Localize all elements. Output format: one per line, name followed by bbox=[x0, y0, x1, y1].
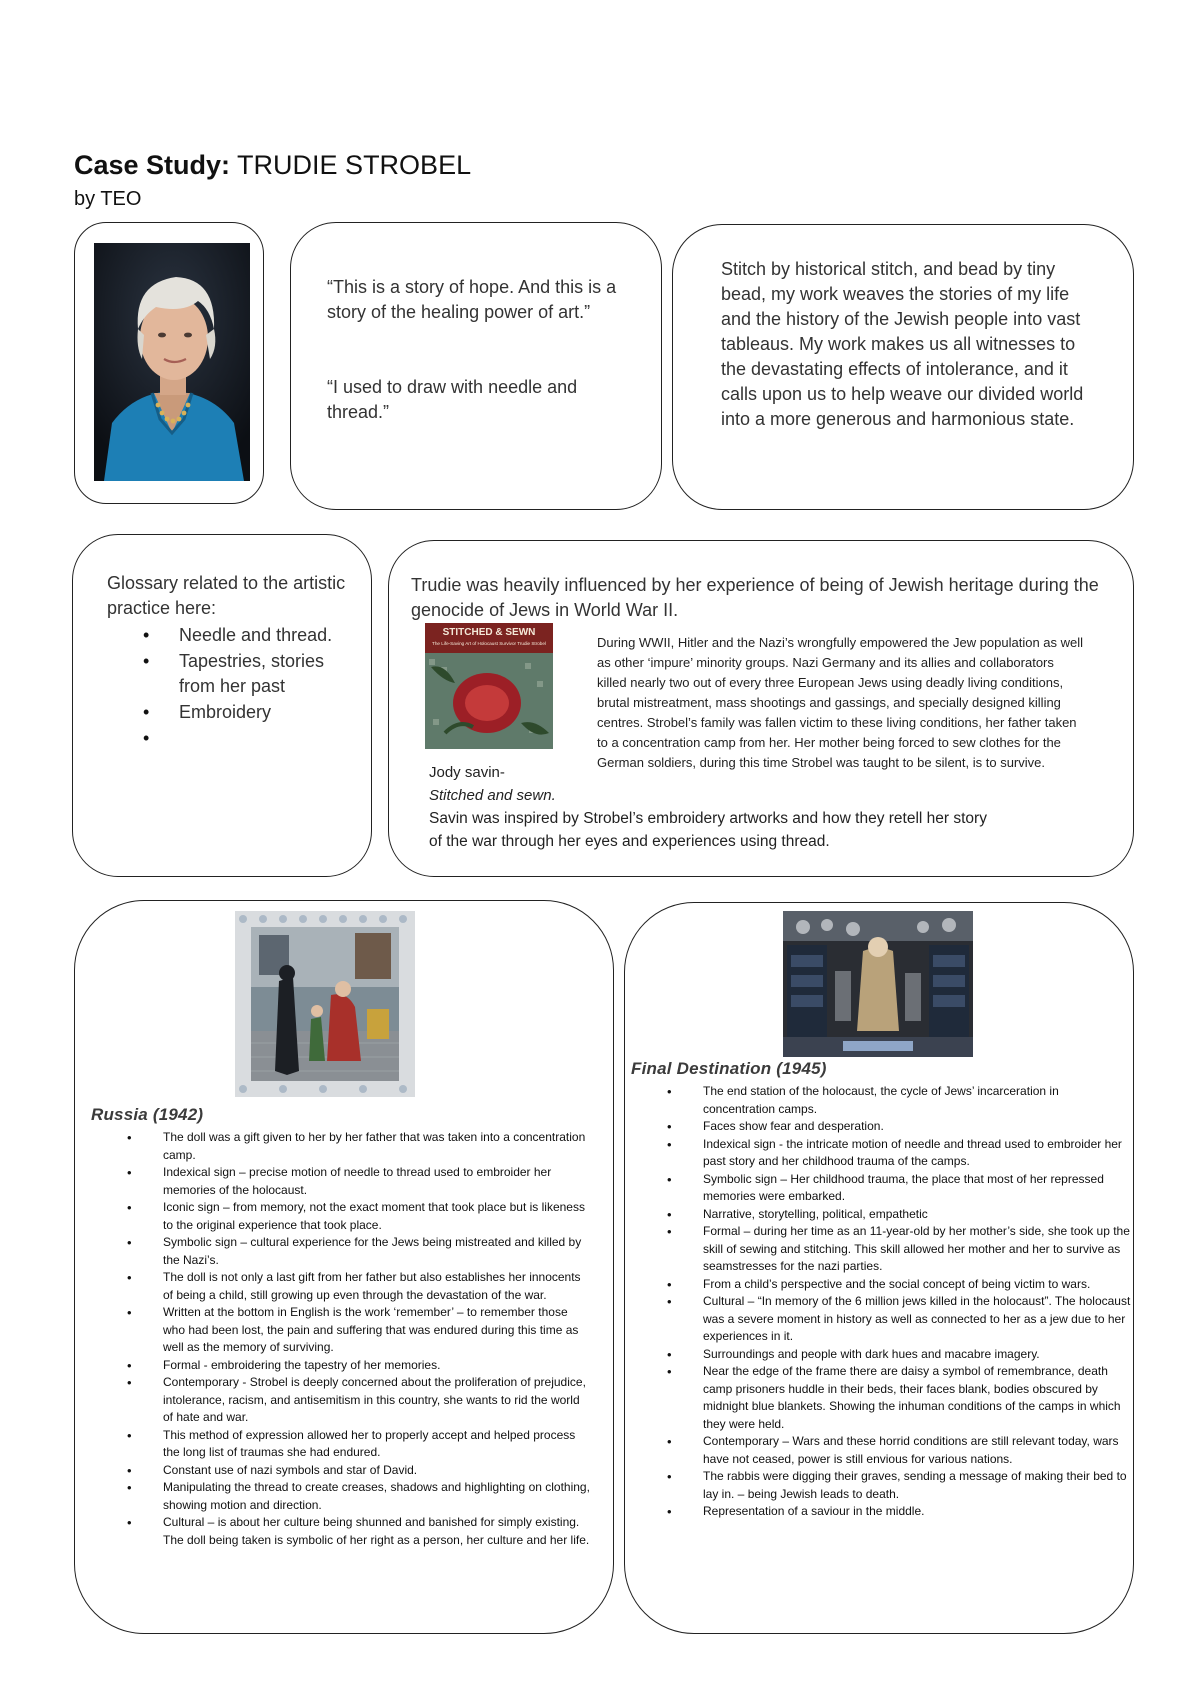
list-item: • Written at the bottom in English is the work ‘remember’ – to remember those who had been lost, the pain and suffering that was endured during this time as well as the memory of surviving. bbox=[91, 1304, 591, 1357]
russia-tapestry-illustration bbox=[235, 911, 415, 1097]
book-cover-illustration bbox=[425, 623, 553, 749]
final-destination-tapestry-image bbox=[783, 911, 973, 1057]
list-item: • Narrative, storytelling, political, empathetic bbox=[631, 1206, 1131, 1224]
russia-title: Russia (1942) bbox=[91, 1105, 204, 1124]
caption-author: Jody savin- bbox=[429, 764, 505, 781]
list-item: • Surroundings and people with dark hues and macabre imagery. bbox=[631, 1346, 1131, 1364]
title-name: TRUDIE STROBEL bbox=[230, 150, 472, 180]
final-destination-title: Final Destination (1945) bbox=[631, 1059, 827, 1078]
list-item: • The doll was a gift given to her by her father that was taken into a concentration camp. bbox=[91, 1129, 591, 1164]
list-item: • Formal - embroidering the tapestry of her memories. bbox=[91, 1357, 591, 1375]
portrait-illustration bbox=[94, 243, 250, 481]
list-item: • Indexical sign – precise motion of needle to thread used to embroider her memories of the holocaust. bbox=[91, 1164, 591, 1199]
savin-inspiration-text: Savin was inspired by Strobel’s embroidery artworks and how they retell her story of the war through her eyes and experiences using thread. bbox=[429, 810, 987, 850]
list-item: • Manipulating the thread to create creases, shadows and highlighting on clothing, showing motion and direction. bbox=[91, 1479, 591, 1514]
list-item: • Contemporary – Wars and these horrid conditions are still relevant today, wars have not ceased, power is still envious for various nations. bbox=[631, 1433, 1131, 1468]
influence-intro: Trudie was heavily influenced by her experience of being of Jewish heritage during the genocide of Jews in World War II. bbox=[411, 575, 1099, 620]
quote-hope: “This is a story of hope. And this is a story of the healing power of art.” bbox=[327, 277, 617, 322]
russia-tapestry-image bbox=[235, 911, 415, 1097]
page-title bbox=[74, 150, 471, 181]
final-destination-tapestry-illustration bbox=[783, 911, 973, 1057]
list-item: • Cultural – “In memory of the 6 million jews killed in the holocaust”. The holocaust was a severe moment in history as well as connected to her as a jew due to her experiences in it. bbox=[631, 1293, 1131, 1346]
list-item: • The rabbis were digging their graves, sending a message of making their bed to lay in. – being Jewish leads to death. bbox=[631, 1468, 1131, 1503]
russia-artwork-card bbox=[74, 900, 614, 1634]
glossary-title: Glossary related to the artistic practice here: bbox=[107, 573, 346, 618]
title-bold: Case Study: bbox=[74, 150, 231, 180]
list-item: • Faces show fear and desperation. bbox=[631, 1118, 1131, 1136]
artist-statement-card bbox=[672, 224, 1134, 510]
artist-statement: Stitch by historical stitch, and bead by tiny bead, my work weaves the stories of my life and the history of the Jewish people into vast tableaus. My work makes us all witnesses to the devastating effects of intolerance, and it calls upon us to help weave our divided world into a more generous and harmonious state. bbox=[721, 259, 1084, 429]
list-item: • Symbolic sign – cultural experience for the Jews being mistreated and killed by the Nazi’s. bbox=[91, 1234, 591, 1269]
list-item: • Near the edge of the frame there are daisy a symbol of remembrance, death camp prisoners huddle in their beds, their faces blank, bodies obscured by midnight blue blankets. Showing the inhuman conditions of the camps in which they were held. bbox=[631, 1363, 1131, 1433]
quotes-card bbox=[290, 222, 662, 510]
quote-needle: “I used to draw with needle and thread.” bbox=[327, 377, 578, 422]
list-item: • Symbolic sign – Her childhood trauma, the place that most of her repressed memories were embarked. bbox=[631, 1171, 1131, 1206]
influence-card bbox=[388, 540, 1134, 877]
list-item: • From a child’s perspective and the social concept of being victim to wars. bbox=[631, 1276, 1131, 1294]
glossary-card bbox=[72, 534, 372, 877]
list-item: • The doll is not only a last gift from her father but also establishes her innocents of being a child, still growing up even through the devastation of the war. bbox=[91, 1269, 591, 1304]
glossary-list bbox=[107, 623, 357, 752]
list-item: • Representation of a saviour in the middle. bbox=[631, 1503, 1131, 1521]
book-title: STITCHED & SEWN bbox=[442, 627, 536, 638]
list-item: • The end station of the holocaust, the cycle of Jews’ incarceration in concentration camps. bbox=[631, 1083, 1131, 1118]
ww2-history-text: During WWII, Hitler and the Nazi’s wrongfully empowered the Jew population as well as other ‘impure’ minority groups. Nazi Germany and its allies and collaborators killed nearly two out of every three European Jews using deadly living conditions, brutal mistreatment, mass shootings and gassings, and specially designed killing centres. Strobel’s family was fallen victim to these living conditions, her father taken to a concentration camp from her. Her mother being forced to sew clothes for the German soldiers, during this time Strobel was taught to be silent, is to survive. bbox=[597, 635, 1084, 770]
portrait-card bbox=[74, 222, 264, 504]
book-cover-image bbox=[425, 623, 553, 749]
final-destination-notes-list bbox=[631, 1083, 1131, 1521]
list-item: • Cultural – is about her culture being shunned and banished for simply existing. The doll being taken is symbolic of her right as a person, her culture and her life. bbox=[91, 1514, 591, 1549]
list-item: • This method of expression allowed her to properly accept and helped process the long list of traumas she had endured. bbox=[91, 1427, 591, 1462]
list-item: • Indexical sign - the intricate motion of needle and thread used to embroider her past story and her childhood trauma of the camps. bbox=[631, 1136, 1131, 1171]
glossary-item bbox=[107, 726, 357, 751]
russia-notes-list bbox=[91, 1129, 591, 1549]
portrait-photo bbox=[94, 243, 250, 481]
list-item: • Iconic sign – from memory, not the exact moment that took place but is likeness to the original experience that took place. bbox=[91, 1199, 591, 1234]
caption-title: Stitched and sewn. bbox=[429, 787, 556, 804]
book-subtitle: The Life-Saving Art of Holocaust Survivor Trudie Strobel bbox=[432, 641, 546, 646]
list-item: • Constant use of nazi symbols and star of David. bbox=[91, 1462, 591, 1480]
glossary-item: • Embroidery bbox=[107, 700, 357, 725]
list-item: • Formal – during her time as an 11-year-old by her mother’s side, she took up the skill of sewing and stitching. This skill allowed her mother and her to survive as seamstresses for the nazi parties. bbox=[631, 1223, 1131, 1276]
glossary-item: • Needle and thread. bbox=[107, 623, 357, 648]
byline: by TEO bbox=[74, 188, 142, 210]
glossary-item: • Tapestries, stories from her past bbox=[107, 649, 357, 699]
final-destination-artwork-card bbox=[624, 902, 1134, 1634]
book-caption bbox=[429, 761, 556, 807]
list-item: • Contemporary - Strobel is deeply concerned about the proliferation of prejudice, intolerance, racism, and antisemitism in this country, she wants to rid the world of hate and war. bbox=[91, 1374, 591, 1427]
